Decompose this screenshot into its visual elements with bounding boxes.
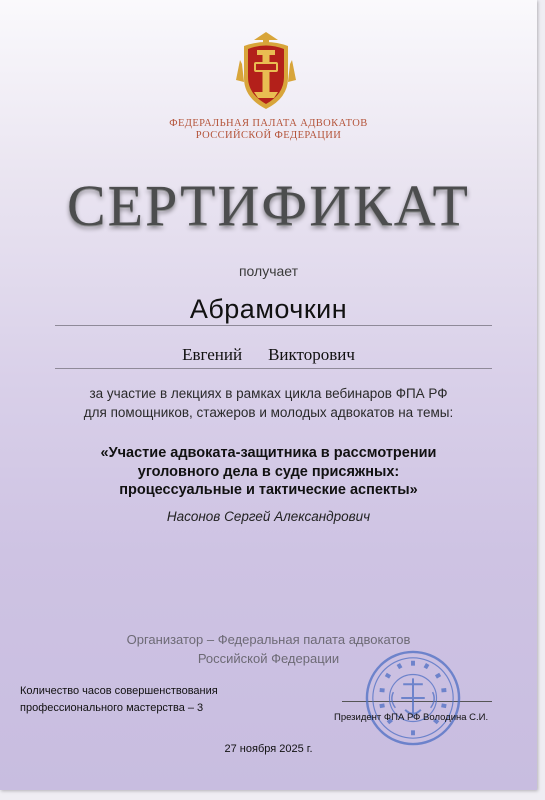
receives-label: получает: [238, 263, 299, 279]
surname-underline: [55, 325, 492, 326]
recipient-given-names: [0, 345, 537, 365]
course-intro: [0, 384, 537, 422]
recipient-first-name: Евгений: [182, 345, 243, 364]
topic-line3: процессуальные и тактические аспекты»: [119, 482, 418, 498]
hours-text: [20, 683, 218, 717]
recipient-patronymic: Викторович: [268, 345, 355, 364]
org-name-line2: РОССИЙСКОЙ ФЕДЕРАЦИИ: [195, 130, 342, 141]
organizer-line1: Организатор – Федеральная палата адвокатов: [126, 632, 411, 647]
official-seal-icon: [364, 649, 462, 747]
issue-date: 27 ноября 2025 г.: [224, 743, 313, 755]
topic-line1: «Участие адвоката-защитника в рассмотрении: [100, 445, 437, 461]
hours-line2: профессионального мастерства – 3: [20, 702, 204, 714]
course-intro-line1: за участие в лекциях в рамках цикла вебинаров ФПА РФ: [89, 386, 448, 401]
recipient-surname: Абрамочкин: [189, 294, 348, 324]
topic-line2: уголовного дела в суде присяжных:: [137, 463, 400, 480]
fpa-emblem-icon: [234, 30, 298, 112]
organizer-line2: Российской Федерации: [197, 651, 340, 666]
certificate-title: СЕРТИФИКАТ: [66, 173, 470, 238]
president-signature: Президент ФПА РФ Володина С.И.: [334, 712, 489, 723]
course-intro-line2: для помощников, стажеров и молодых адвокатов на темы:: [83, 405, 454, 420]
lecturer-name: Насонов Сергей Александрович: [166, 509, 371, 524]
hours-line1: Количество часов совершенствования: [20, 685, 218, 697]
names-underline: [55, 368, 492, 369]
lecture-topic: [0, 444, 537, 500]
org-name-line1: ФЕДЕРАЛЬНАЯ ПАЛАТА АДВОКАТОВ: [169, 118, 368, 129]
